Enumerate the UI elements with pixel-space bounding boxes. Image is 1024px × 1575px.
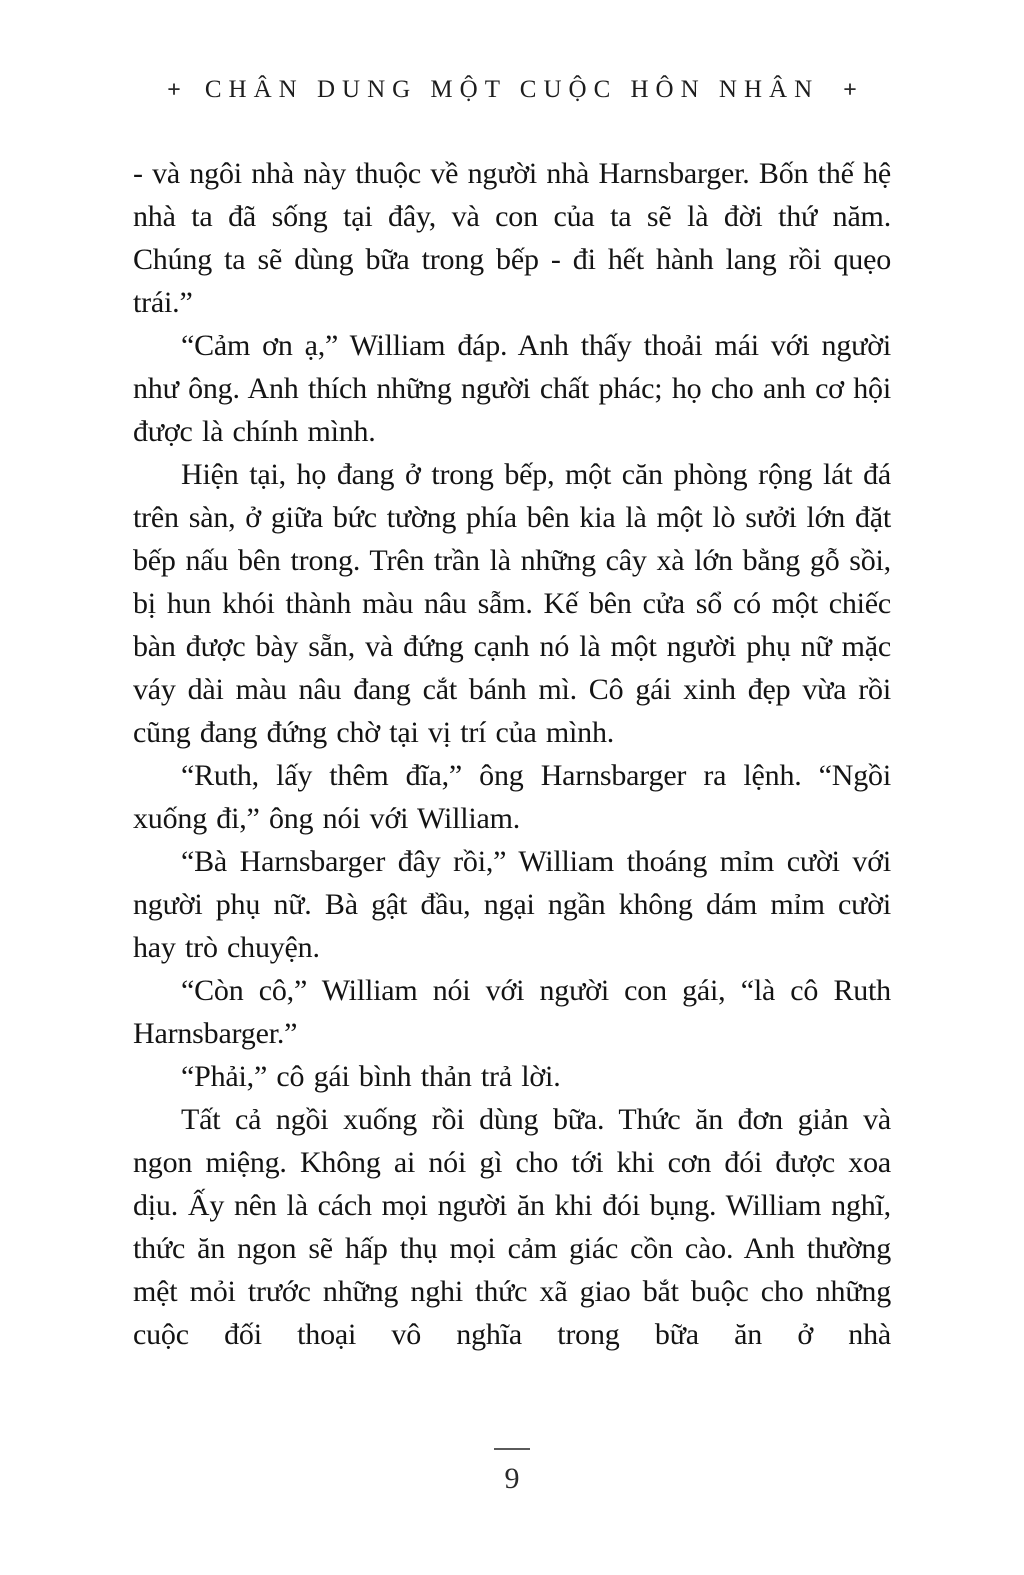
page-number: 9 (504, 1462, 520, 1495)
footer-rule (494, 1448, 530, 1450)
paragraph: “Phải,” cô gái bình thản trả lời. (181, 1060, 561, 1093)
paragraph: Hiện tại, họ đang ở trong bếp, một căn phòng rộng lát đá trên sàn, ở giữa bức tường phía bên kia là một lò sưởi lớn đặt bếp nấu bên trong. Trên trần là những cây xà lớn bằng gỗ sồi, bị hun khói thành màu nâu sẫm. Kế bên cửa sổ có một chiếc bàn được bày sẵn, và đứng cạnh nó là một người phụ nữ mặc váy dài màu nâu đang cắt bánh mì. Cô gái xinh đẹp vừa rồi cũng đang đứng chờ tại vị trí của mình. (133, 458, 891, 749)
chapter-running-title: CHÂN DUNG MỘT CUỘC HÔN NHÂN (204, 76, 820, 103)
page-footer (0, 1448, 1024, 1494)
paragraph: “Cảm ơn ạ,” William đáp. Anh thấy thoải mái với người như ông. Anh thích những người chất phác; họ cho anh cơ hội được là chính mình. (133, 329, 891, 448)
paragraph: “Ruth, lấy thêm đĩa,” ông Harnsbarger ra lệnh. “Ngồi xuống đi,” ông nói với William. (133, 759, 891, 835)
paragraph: Tất cả ngồi xuống rồi dùng bữa. Thức ăn đơn giản và ngon miệng. Không ai nói gì cho tới khi cơn đói được xoa dịu. Ấy nên là cách mọi người ăn khi đói bụng. William nghĩ, thức ăn ngon sẽ hấp thụ mọi cảm giác cồn cào. Anh thường mệt mỏi trước những nghi thức xã giao bắt buộc cho những cuộc đối thoại vô nghĩa trong bữa ăn ở nhà (133, 1103, 891, 1351)
cross-ornament-icon (843, 83, 857, 97)
cross-ornament-icon (167, 83, 181, 97)
paragraph: “Bà Harnsbarger đây rồi,” William thoáng mỉm cười với người phụ nữ. Bà gật đầu, ngại ngần không dám mỉm cười hay trò chuyện. (133, 845, 891, 964)
paragraph: - và ngôi nhà này thuộc về người nhà Harnsbarger. Bốn thế hệ nhà ta đã sống tại đây, và con của ta sẽ là đời thứ năm. Chúng ta sẽ dùng bữa trong bếp - đi hết hành lang rồi quẹo trái.” (133, 157, 891, 319)
body-text (133, 152, 891, 1356)
paragraph: “Còn cô,” William nói với người con gái, “là cô Ruth Harnsbarger.” (133, 974, 891, 1050)
running-head (0, 0, 1024, 104)
